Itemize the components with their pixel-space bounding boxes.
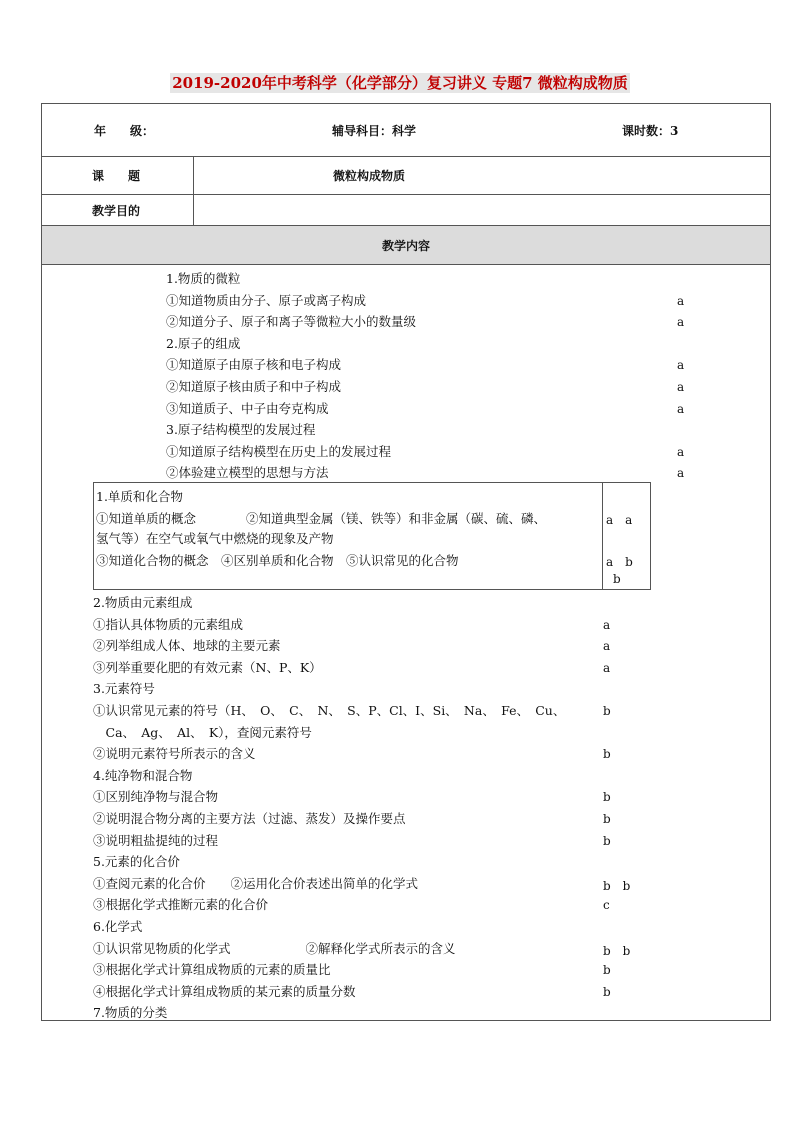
content-area bbox=[42, 265, 770, 1020]
content-item-level: a bbox=[677, 466, 685, 481]
content-item: ①认识常见物质的化学式 ②解释化学式所表示的含义 bbox=[93, 940, 456, 956]
grade-label: 年 级： bbox=[94, 124, 155, 138]
content-item: 2.原子的组成 bbox=[166, 335, 241, 351]
content-header: 教学内容 bbox=[42, 226, 771, 265]
content-item-level: b bbox=[603, 963, 611, 978]
content-item: 3.原子结构模型的发展过程 bbox=[166, 422, 316, 438]
content-item: 1.物质的微粒 bbox=[166, 271, 241, 286]
content-item: ①指认具体物质的元素组成 bbox=[93, 616, 244, 632]
content-item: ①知道原子由原子核和电子构成 bbox=[166, 357, 342, 373]
content-item-level: a bbox=[603, 617, 611, 632]
content-item: 7.物质的分类 bbox=[93, 1005, 168, 1021]
content-item: ①认识常见元素的符号（H、 O、 C、 N、 S、P、Cl、I、Si、 Na、 Fe、 Cu、 bbox=[93, 703, 566, 718]
content-item: ②知道分子、原子和离子等微粒大小的数量级 bbox=[166, 314, 417, 330]
goal-label-cell bbox=[42, 195, 194, 226]
content-item-level: a bbox=[677, 358, 685, 373]
content-item-level: b bbox=[603, 704, 611, 718]
lesson-table bbox=[41, 103, 771, 1021]
content-item-level: b b bbox=[603, 878, 631, 893]
inner-divider bbox=[602, 483, 603, 589]
content-item: ②说明元素符号所表示的含义 bbox=[93, 746, 256, 762]
content-item: ③根据化学式推断元素的化合价 bbox=[93, 897, 269, 913]
content-item: ②体验建立模型的思想与方法 bbox=[166, 465, 329, 481]
box-line: 氢气等）在空气或氧气中燃烧的现象及产物 bbox=[96, 531, 334, 546]
page-title: 2019-2020年中考科学（化学部分）复习讲义 专题7 微粒构成物质 bbox=[172, 74, 628, 92]
content-item-level: b bbox=[603, 833, 611, 848]
content-item: ③根据化学式计算组成物质的元素的质量比 bbox=[93, 962, 331, 978]
content-item-level: b bbox=[603, 812, 611, 826]
box-level: a a bbox=[606, 513, 633, 527]
content-item: ③列举重要化肥的有效元素（N、P、K） bbox=[93, 659, 322, 675]
content-item: ③说明粗盐提纯的过程 bbox=[93, 832, 219, 848]
inner-box bbox=[93, 482, 651, 590]
content-item: ④根据化学式计算组成物质的某元素的质量分数 bbox=[93, 983, 356, 999]
content-item-level: a bbox=[677, 380, 685, 394]
course-value-cell bbox=[194, 157, 771, 195]
content-item: ①知道原子结构模型在历史上的发展过程 bbox=[166, 443, 392, 459]
goal-value-cell bbox=[194, 195, 771, 226]
content-item: ③知道质子、中子由夸克构成 bbox=[166, 400, 329, 416]
content-item: 6.化学式 bbox=[93, 919, 143, 934]
box-level: a b bbox=[606, 555, 633, 569]
content-item: ②知道原子核由质子和中子构成 bbox=[166, 379, 342, 394]
content-item-level: c bbox=[603, 898, 610, 913]
content-item-level: a bbox=[677, 401, 685, 416]
content-item: 3.元素符号 bbox=[93, 681, 155, 697]
content-item-level: b bbox=[603, 984, 611, 999]
content-item: ②列举组成人体、地球的主要元素 bbox=[93, 638, 281, 654]
hours-label: 课时数：3 bbox=[622, 124, 679, 138]
content-item: ①查阅元素的化合价 ②运用化合价表述出简单的化学式 bbox=[93, 875, 419, 891]
content-item-level: a bbox=[677, 293, 685, 308]
content-item: 5.元素的化合价 bbox=[93, 854, 180, 870]
content-item: 4.纯净物和混合物 bbox=[93, 767, 193, 783]
content-cell bbox=[42, 265, 771, 1021]
content-item-level: a bbox=[677, 444, 685, 459]
box-level: b bbox=[613, 572, 621, 586]
course-label-cell bbox=[42, 157, 194, 195]
content-item: ②说明混合物分离的主要方法（过滤、蒸发）及操作要点 bbox=[93, 811, 406, 826]
content-item-level: a bbox=[603, 660, 611, 675]
subject-label: 辅导科目：科学 bbox=[332, 124, 417, 138]
goal-label: 教学目的 bbox=[92, 203, 141, 218]
content-item-level: a bbox=[603, 639, 611, 654]
content-item-level: a bbox=[677, 315, 685, 330]
content-item-level: b bbox=[603, 790, 611, 805]
course-value: 微粒构成物质 bbox=[333, 169, 406, 183]
header-row bbox=[42, 104, 771, 157]
content-item-level: b bbox=[603, 747, 611, 762]
content-item: Ca、 Ag、 Al、 K），查阅元素符号 bbox=[93, 724, 312, 740]
content-item: ①知道物质由分子、原子或离子构成 bbox=[166, 292, 367, 308]
course-label: 课 题 bbox=[92, 169, 141, 183]
content-item: ①区别纯净物与混合物 bbox=[93, 789, 219, 805]
box-line: 1.单质和化合物 bbox=[96, 489, 183, 504]
box-line: ③知道化合物的概念 ④区别单质和化合物 ⑤认识常见的化合物 bbox=[96, 553, 459, 568]
content-item-level: b b bbox=[603, 943, 631, 958]
box-line: ①知道单质的概念 ②知道典型金属（镁、铁等）和非金属（碳、硫、磷、 bbox=[96, 511, 547, 526]
content-item: 2.物质由元素组成 bbox=[93, 595, 193, 610]
